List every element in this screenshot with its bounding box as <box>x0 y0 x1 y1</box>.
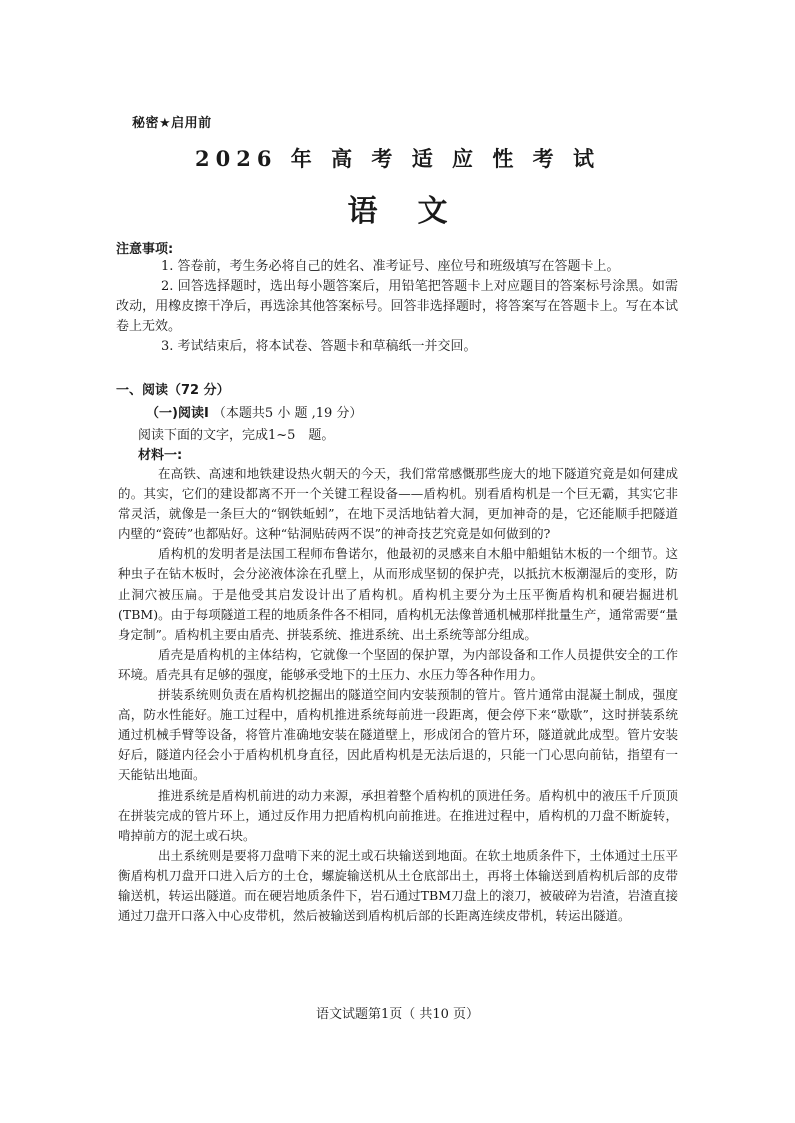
exam-title: 2026 年 高 考 适 应 性 考 试 <box>195 146 600 171</box>
notice-list <box>116 257 678 357</box>
passage-paragraph: 盾壳是盾构机的主体结构，它就像一个坚固的保护罩，为内部设备和工作人员提供安全的工作环境。盾壳具有足够的强度，能够承受地下的土压力、水压力等各种作用力。 <box>118 646 678 682</box>
passage-paragraph: 盾构机的发明者是法国工程师布鲁诺尔，他最初的灵感来自木船中船蛆钻木板的一个细节。这种虫子在钻木板时，会分泌液体涂在孔壁上，从而形成坚韧的保护壳，以抵抗木板潮湿后的变形，防止洞穴被压扁。于是他受其启发设计出了盾构机。盾构机主要分为土压平衡盾构机和硬岩掘进机(TBM)。由于每项隧道工程的地质条件各不相同，盾构机无法像普通机械那样批量生产，通常需要“量身定制”。盾构机主要由盾壳、拼装系统、推进系统、出土系统等部分组成。 <box>118 546 678 642</box>
reading-instruction: 阅读下面的文字，完成1~5 题。 <box>138 428 335 443</box>
passage-paragraph: 出土系统则是要将刀盘啃下来的泥土或石块输送到地面。在软土地质条件下，土体通过土压平衡盾构机刀盘开口进入后方的土仓，螺旋输送机从土仓底部出土，再将土体输送到盾构机后部的皮带输送机，转运出隧道。而在硬岩地质条件下，岩石通过TBM刀盘上的滚刀，被破碎为岩渣，岩渣直接通过刀盘开口落入中心皮带机，然后被输送到盾构机后部的长距离连续皮带机，转运出隧道。 <box>118 847 678 924</box>
passage-paragraph: 拼装系统则负责在盾构机挖掘出的隧道空间内安装预制的管片。管片通常由混凝土制成，强度高，防水性能好。施工过程中，盾构机推进系统每前进一段距离，便会停下来“歇歇”，这时拼装系统通过机械手臂等设备，将管片准确地安装在隧道壁上，形成闭合的管片环，隧道就此成型。管片安装好后，隧道内径会小于盾构机机身直径，因此盾构机是无法后退的，只能一门心思向前钻，指望有一天能钻出地面。 <box>118 687 678 783</box>
passage-paragraph: 推进系统是盾构机前进的动力来源，承担着整个盾构机的顶进任务。盾构机中的液压千斤顶顶在拼装完成的管片环上，通过反作用力把盾构机向前推进。在推进过程中，盾构机的刀盘不断旋转，啃掉前方的泥土或石块。 <box>118 787 678 843</box>
passage-paragraph: 在高铁、高速和地铁建设热火朝天的今天，我们常常感慨那些庞大的地下隧道究竟是如何建成的。其实，它们的建设都离不开一个关键工程设备——盾构机。别看盾构机是一个巨无霸，其实它非常灵活，就像是一条巨大的“钢铁蚯蚓”，在地下灵活地钻着大洞，更加神奇的是，它还能顺手把隧道内壁的“瓷砖”也都贴好。这种“钻洞贴砖两不误”的神奇技艺究竟是如何做到的? <box>118 466 678 542</box>
sub-section-header <box>146 402 362 421</box>
notice-title: 注意事项: <box>116 242 174 257</box>
page-footer: 语文试题第1页（ 共10 页） <box>315 1007 480 1022</box>
sub-section-label: （一)阅读Ⅰ <box>146 406 209 421</box>
confidential-mark: 秘密★启用前 <box>132 116 212 131</box>
notice-item: 3. 考试结束后，将本试卷、答题卡和草稿纸一并交回。 <box>161 339 477 354</box>
sub-section-info: （本题共5 小 题 ,19 分） <box>212 406 363 421</box>
passage <box>118 464 678 926</box>
subject-title: 语文 <box>347 194 488 229</box>
material-label: 材料一: <box>138 448 183 463</box>
section-title: 一、阅读（72 分） <box>116 383 230 398</box>
notice-item: 1. 答卷前，考生务必将自己的姓名、准考证号、座位号和班级填写在答题卡上。 <box>161 259 620 274</box>
notice-item: 2. 回答选择题时，选出每小题答案后，用铅笔把答题卡上对应题目的答案标号涂黑。如需改动，用橡皮擦干净后，再选涂其他答案标号。回答非选择题时，将答案写在答题卡上。写在本试卷上无效。 <box>116 279 678 334</box>
